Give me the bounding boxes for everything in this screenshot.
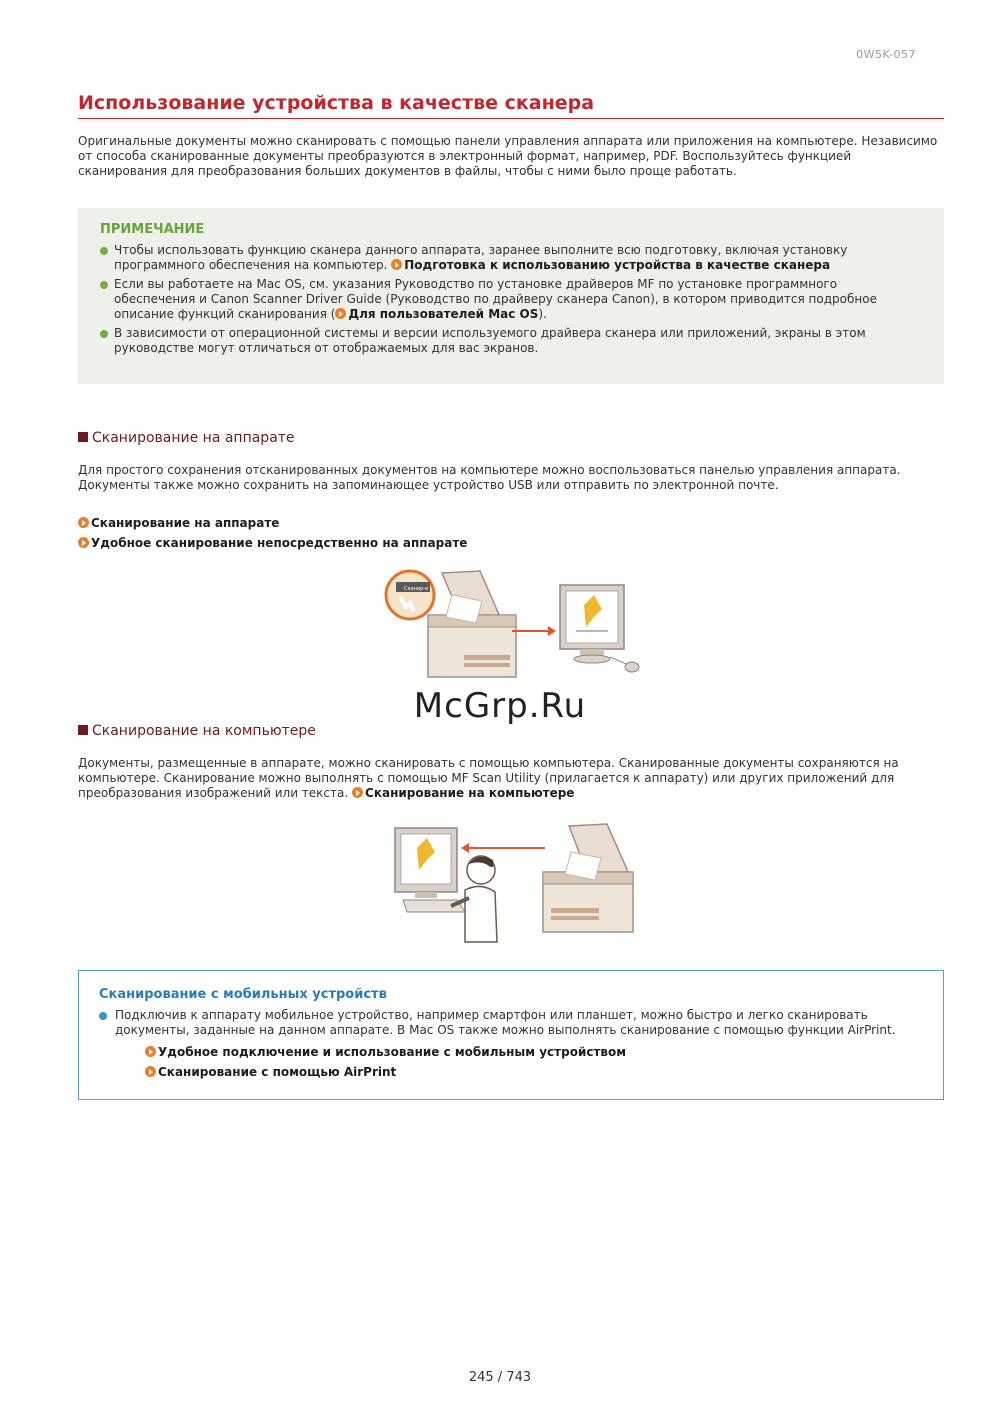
link-scan-on-device-label: Сканирование на аппарате (91, 516, 280, 530)
note-item-1 (100, 243, 922, 273)
printer-icon (543, 824, 633, 932)
mobile-title: Сканирование с мобильных устройств (99, 987, 387, 1002)
section-heading-computer-label: Сканирование на компьютере (92, 723, 316, 739)
arrow-right-icon (352, 787, 363, 798)
monitor-icon (560, 585, 639, 672)
note-item-2-text: Если вы работаете на Mac OS, см. указания Руководство по установке драйверов MF по установке программного обеспечения и Canon Scanner Driver Guide (Руководство по драйверу сканера Canon), в котором приводится подробное описание функций сканирования ( (114, 277, 877, 321)
printer-icon (428, 571, 516, 677)
link-airprint-scan[interactable] (145, 1062, 923, 1082)
arrow-right-icon (335, 308, 346, 319)
document-code: 0W5K-057 (856, 48, 916, 61)
mobile-scanning-box (78, 970, 944, 1100)
control-panel-zoom-icon (386, 571, 434, 619)
note-item-2-end: ). (538, 307, 547, 321)
bullet-icon (100, 330, 108, 338)
section-heading-device-label: Сканирование на аппарате (92, 430, 295, 446)
link-convenient-scan-label: Удобное сканирование непосредственно на аппарате (91, 536, 468, 550)
panel-label: Сканир-е (404, 586, 429, 592)
arrow-right-icon (145, 1066, 156, 1077)
arrow-right-icon (512, 626, 556, 636)
section-device-text: Для простого сохранения отсканированных документов на компьютере можно воспользоваться панелью управления аппарата. Документы также можно сохранить на запоминающее устройство USB или отправить по электронной почте. (78, 463, 901, 492)
page-number: 245 / 743 (468, 1370, 532, 1385)
note-item-3 (100, 326, 922, 356)
link-prepare-scanner-label: Подготовка к использованию устройства в качестве сканера (404, 258, 831, 272)
link-mobile-connect[interactable] (145, 1042, 923, 1062)
link-scan-on-device[interactable] (78, 516, 279, 530)
bullet-icon (100, 247, 108, 255)
bullet-icon (100, 281, 108, 289)
arrow-right-icon (78, 517, 89, 528)
note-title: ПРИМЕЧАНИЕ (100, 222, 205, 237)
note-item-1-text: Чтобы использовать функцию сканера данного аппарата, заранее выполните всю подготовку, включая установку программного обеспечения на компьютер. (114, 243, 848, 272)
bullet-icon (99, 1012, 107, 1020)
link-scan-on-computer-label: Сканирование на компьютере (365, 786, 575, 800)
page-title: Использование устройства в качестве сканера (78, 92, 944, 119)
link-mac-os-users[interactable] (335, 307, 538, 321)
mobile-text-body: Подключив к аппарату мобильное устройство, например смартфон или планшет, можно быстро и легко сканировать документы, заданные на данном аппарате. В Mac OS также можно выполнять сканирование с помощью функции AirPrint. (115, 1008, 896, 1037)
mobile-text (99, 1008, 923, 1038)
arrow-left-icon (461, 843, 545, 853)
link-airprint-scan-label: Сканирование с помощью AirPrint (158, 1065, 397, 1079)
square-marker-icon (78, 432, 88, 442)
section-computer-text (78, 756, 944, 801)
note-box (78, 208, 944, 384)
intro-paragraph: Оригинальные документы можно сканировать с помощью панели управления аппарата или приложения на компьютере. Независимо от способа сканированные документы преобразуются в электронный формат, например, PDF. Воспользуйтесь функцией сканирования для преобразования больших документов в файлы, чтобы с ними было проще работать. (78, 134, 938, 178)
arrow-right-icon (78, 537, 89, 548)
section-heading-computer (78, 723, 316, 739)
mobile-links (99, 1042, 923, 1082)
illustration-scan-device-to-pc (380, 565, 650, 685)
watermark: McGrp.Ru (413, 686, 587, 726)
note-list (100, 243, 922, 356)
monitor-icon (395, 828, 465, 912)
section-heading-device (78, 430, 295, 446)
square-marker-icon (78, 725, 88, 735)
section-computer-text-body: Документы, размещенные в аппарате, можно сканировать с помощью компьютера. Сканированные документы сохраняются на компьютере. Сканирование можно выполнять с помощью MF Scan Utility (прилагается к аппарату) или других приложений для преобразования изображений или текста. (78, 756, 899, 800)
arrow-right-icon (145, 1046, 156, 1057)
link-prepare-scanner[interactable] (391, 258, 830, 272)
note-item-2 (100, 277, 922, 322)
link-scan-on-computer[interactable] (352, 786, 574, 800)
link-mobile-connect-label: Удобное подключение и использование с мобильным устройством (158, 1045, 627, 1059)
link-mac-os-users-label: Для пользователей Mac OS (348, 307, 539, 321)
illustration-scan-from-pc (385, 820, 640, 945)
link-convenient-scan[interactable] (78, 536, 467, 550)
note-item-3-text: В зависимости от операционной системы и версии используемого драйвера сканера или приложений, экраны в этом руководстве могут отличаться от отображаемых для вас экранов. (114, 326, 866, 355)
arrow-right-icon (391, 259, 402, 270)
person-icon (451, 856, 497, 942)
